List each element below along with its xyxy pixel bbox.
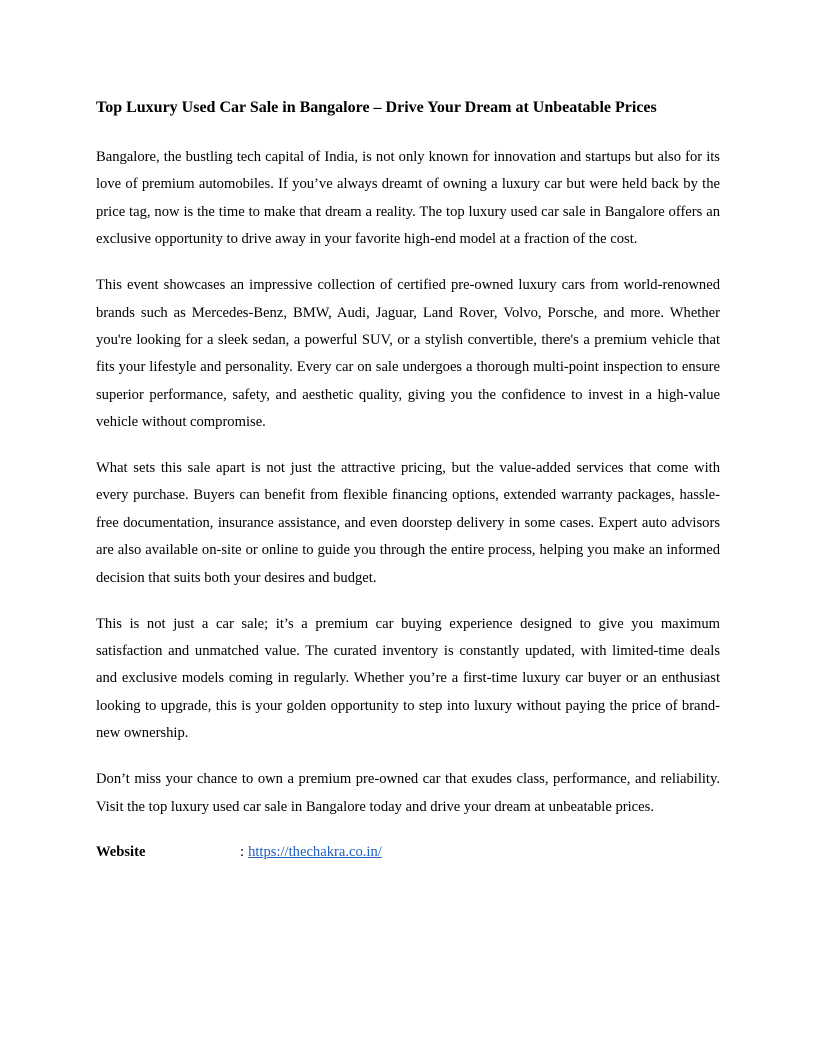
website-link[interactable]: https://thechakra.co.in/ <box>248 844 382 861</box>
website-row <box>96 839 720 866</box>
paragraph-intro: Bangalore, the bustling tech capital of India, is not only known for innovation and startups but also for its love of premium automobiles. If you’ve always dreamt of owning a luxury car but were held back by the price tag, now is the time to make that dream a reality. The top luxury used car sale in Bangalore offers an exclusive opportunity to drive away in your favorite high-end model at a fraction of the cost. <box>96 149 720 248</box>
website-separator: : <box>240 844 245 861</box>
paragraph-services: What sets this sale apart is not just the attractive pricing, but the value-added services that come with every purchase. Buyers can benefit from flexible financing options, extended warranty packages, hassle-free documentation, insurance assistance, and even doorstep delivery in some cases. Expert auto advisors are also available on-site or online to guide you through the entire process, helping you make an informed decision that suits both your desires and budget. <box>96 460 720 586</box>
document-body <box>96 94 720 867</box>
document-title: Top Luxury Used Car Sale in Bangalore – Drive Your Dream at Unbeatable Prices <box>96 99 657 116</box>
website-label: Website <box>96 844 146 861</box>
paragraph-showcase: This event showcases an impressive collection of certified pre-owned luxury cars from world-renowned brands such as Mercedes-Benz, BMW, Audi, Jaguar, Land Rover, Volvo, Porsche, and more. Whether you're looking for a sleek sedan, a powerful SUV, or a stylish convertible, there's a premium vehicle that fits your lifestyle and personality. Every car on sale undergoes a thorough multi-point inspection to ensure superior performance, safety, and aesthetic quality, giving you the confidence to invest in a high-value vehicle without compromise. <box>96 277 720 431</box>
paragraph-experience: This is not just a car sale; it’s a premium car buying experience designed to give you maximum satisfaction and unmatched value. The curated inventory is constantly updated, with limited-time deals and exclusive models coming in regularly. Whether you’re a first-time luxury car buyer or an enthusiast looking to upgrade, this is your golden opportunity to step into luxury without paying the price of brand-new ownership. <box>96 615 720 742</box>
paragraph-call-to-action: Don’t miss your chance to own a premium pre-owned car that exudes class, performance, and reliability. Visit the top luxury used car sale in Bangalore today and drive your dream at unbeatable prices. <box>96 771 720 815</box>
